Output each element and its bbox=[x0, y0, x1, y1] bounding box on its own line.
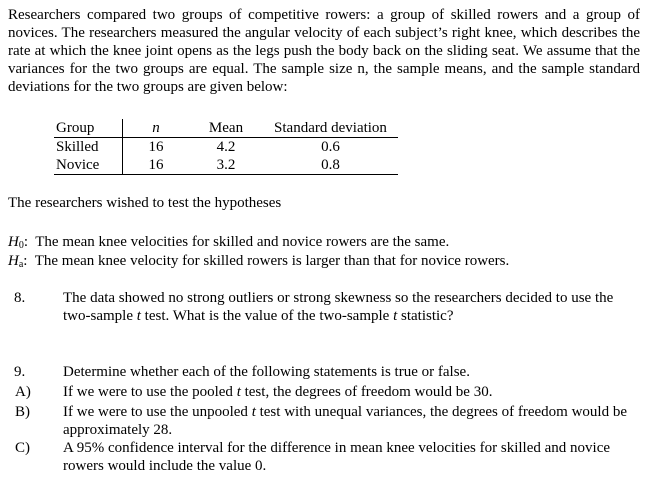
cell-sd-skilled: 0.6 bbox=[321, 139, 340, 155]
statement-c-label: C) bbox=[15, 440, 30, 456]
header-n-label: n bbox=[152, 120, 160, 136]
cell-mean-skilled: 4.2 bbox=[216, 139, 236, 155]
ha-symbol: H bbox=[8, 253, 19, 269]
statement-a-label: A) bbox=[15, 384, 31, 400]
statement-c-text: A 95% confidence interval for the difference in mean knee velocities for skilled and novice rowers would include the value 0. bbox=[63, 440, 611, 474]
cell-n-skilled: 16 bbox=[148, 139, 164, 155]
table-row bbox=[54, 138, 398, 157]
h0-colon: : bbox=[23, 234, 29, 250]
b-before: If we were to use the unpooled bbox=[63, 404, 252, 420]
statement-b-text bbox=[63, 403, 635, 439]
q8-text-after: statistic? bbox=[397, 308, 454, 324]
q8-t-symbol-1: t bbox=[136, 308, 141, 324]
cell-n-novice: 16 bbox=[123, 156, 190, 175]
b-after: test with unequal variances, the degrees of freedom would be approximately 28. bbox=[63, 404, 627, 438]
question-8-text bbox=[63, 289, 635, 325]
q8-text-middle: test. What is the value of the two-sample bbox=[140, 308, 394, 324]
h0-subscript: 0 bbox=[18, 240, 24, 251]
alternative-hypothesis bbox=[8, 252, 509, 274]
ha-colon: : bbox=[23, 253, 28, 269]
header-standard-deviation: Standard deviation bbox=[263, 119, 398, 138]
h0-text: The mean knee velocities for skilled and novice rowers are the same. bbox=[35, 234, 450, 250]
cell-group-skilled: Skilled bbox=[54, 138, 123, 157]
header-n bbox=[123, 119, 190, 138]
a-before: If we were to use the pooled bbox=[63, 384, 237, 400]
hypotheses-intro: The researchers wished to test the hypotheses bbox=[8, 195, 282, 211]
header-mean: Mean bbox=[189, 119, 263, 138]
header-group: Group bbox=[54, 119, 123, 138]
table-header-row bbox=[54, 119, 398, 138]
cell-sd-novice: 0.8 bbox=[263, 156, 398, 175]
a-after: test, the degrees of freedom would be 30. bbox=[240, 384, 493, 400]
q8-text-before: The data showed no strong outliers or strong skewness so the researchers decided to use the two-sample bbox=[63, 290, 614, 324]
intro-paragraph: Researchers compared two groups of competitive rowers: a group of skilled rowers and a group of novices. The researchers measured the angular velocity of each subject’s right knee, which describes the rate at which the knee joint opens as the legs push the body back on the sliding seat. We assume that the variances for the two groups are equal. The sample size n, the sample means, and the sample standard deviations for the two groups are given below: bbox=[8, 7, 640, 95]
question-9-text: Determine whether each of the following statements is true or false. bbox=[63, 364, 470, 380]
cell-mean-novice: 3.2 bbox=[189, 156, 263, 175]
ha-text: The mean knee velocity for skilled rowers is larger than that for novice rowers. bbox=[34, 253, 510, 269]
question-9-number: 9. bbox=[14, 364, 26, 380]
a-t-symbol: t bbox=[236, 384, 241, 400]
ha-subscript: a bbox=[18, 259, 24, 270]
table-row bbox=[54, 156, 398, 175]
cell-group-novice: Novice bbox=[54, 156, 123, 175]
question-8-number: 8. bbox=[14, 290, 26, 306]
rower-statistics-table bbox=[54, 119, 398, 175]
h0-symbol: H bbox=[8, 234, 19, 250]
q8-t-symbol-2: t bbox=[393, 308, 398, 324]
b-t-symbol: t bbox=[251, 404, 256, 420]
statement-b-label: B) bbox=[15, 404, 30, 420]
statement-a-text bbox=[63, 383, 635, 401]
